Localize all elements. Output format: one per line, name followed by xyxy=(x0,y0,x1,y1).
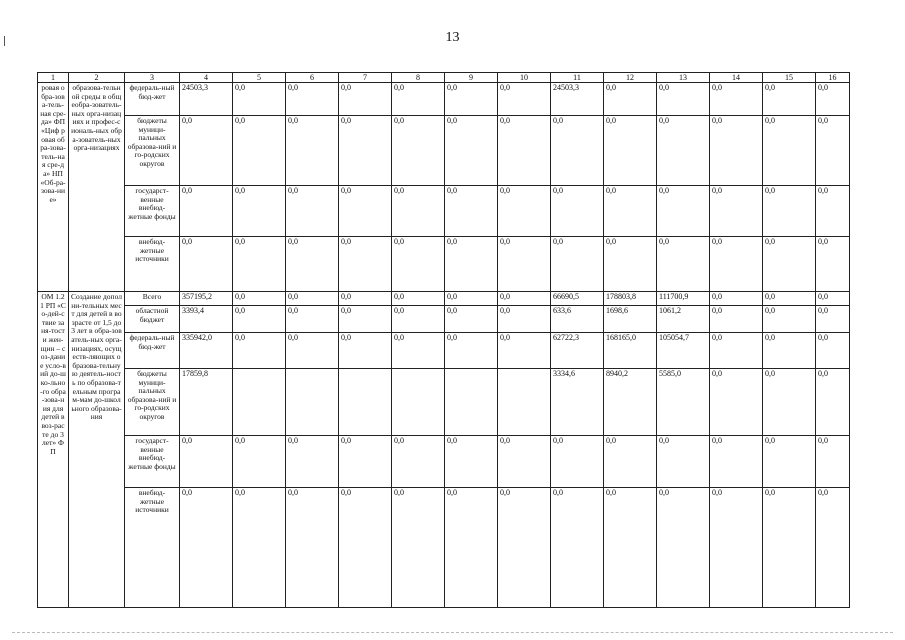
amount-cell: 0,0 xyxy=(339,306,392,333)
amount-cell: 357195,2 xyxy=(180,292,233,306)
amount-cell: 0,0 xyxy=(816,186,850,237)
table-row xyxy=(38,488,850,608)
funding-source-cell: федераль-ный бюд-жет xyxy=(125,83,180,116)
table-row xyxy=(38,186,850,237)
header-row xyxy=(38,73,850,83)
amount-cell: 0,0 xyxy=(816,306,850,333)
amount-cell: 0,0 xyxy=(710,436,763,488)
amount-cell: 0,0 xyxy=(657,436,710,488)
header-cell: 11 xyxy=(551,73,604,83)
amount-cell: 0,0 xyxy=(286,292,339,306)
amount-cell: 0,0 xyxy=(286,83,339,116)
amount-cell: 0,0 xyxy=(498,436,551,488)
amount-cell: 0,0 xyxy=(286,436,339,488)
amount-cell: 0,0 xyxy=(710,116,763,186)
amount-cell: 0,0 xyxy=(816,436,850,488)
amount-cell: 0,0 xyxy=(180,186,233,237)
amount-cell: 168165,0 xyxy=(604,333,657,369)
budget-table xyxy=(37,72,850,608)
amount-cell: 0,0 xyxy=(286,306,339,333)
amount-cell: 0,0 xyxy=(816,488,850,608)
amount-cell: 24503,3 xyxy=(180,83,233,116)
amount-cell: 0,0 xyxy=(339,116,392,186)
amount-cell: 5585,0 xyxy=(657,369,710,436)
header-cell: 15 xyxy=(763,73,816,83)
header-cell: 6 xyxy=(286,73,339,83)
header-cell: 14 xyxy=(710,73,763,83)
table-row xyxy=(38,83,850,116)
header-cell: 5 xyxy=(233,73,286,83)
amount-cell: 0,0 xyxy=(445,292,498,306)
funding-source-cell: областной бюджет xyxy=(125,306,180,333)
amount-cell: 0,0 xyxy=(498,186,551,237)
bottom-divider xyxy=(12,632,893,633)
amount-cell xyxy=(286,369,339,436)
amount-cell: 0,0 xyxy=(233,488,286,608)
amount-cell: 0,0 xyxy=(498,333,551,369)
amount-cell xyxy=(392,369,445,436)
amount-cell: 0,0 xyxy=(816,237,850,292)
amount-cell: 0,0 xyxy=(339,333,392,369)
amount-cell: 0,0 xyxy=(710,83,763,116)
amount-cell: 0,0 xyxy=(233,237,286,292)
amount-cell: 0,0 xyxy=(710,292,763,306)
amount-cell: 0,0 xyxy=(286,237,339,292)
amount-cell: 0,0 xyxy=(816,292,850,306)
amount-cell: 178803,8 xyxy=(604,292,657,306)
amount-cell: 0,0 xyxy=(286,488,339,608)
amount-cell: 0,0 xyxy=(710,488,763,608)
amount-cell: 0,0 xyxy=(498,306,551,333)
amount-cell: 0,0 xyxy=(445,488,498,608)
amount-cell: 0,0 xyxy=(392,333,445,369)
amount-cell: 0,0 xyxy=(657,116,710,186)
amount-cell: 0,0 xyxy=(498,237,551,292)
amount-cell: 1698,6 xyxy=(604,306,657,333)
amount-cell: 66690,5 xyxy=(551,292,604,306)
activity-name-cell: образова-тельной среды в общеобра-зователь-ных орга-низациях и профес-сиональ-ных обра-зователь-ных орга-низациях xyxy=(69,83,125,292)
header-cell: 12 xyxy=(604,73,657,83)
funding-source-cell: государст-венные внебюд-жетные фонды xyxy=(125,436,180,488)
amount-cell: 111700,9 xyxy=(657,292,710,306)
amount-cell: 335942,0 xyxy=(180,333,233,369)
funding-source-cell: федераль-ный бюд-жет xyxy=(125,333,180,369)
amount-cell: 0,0 xyxy=(392,292,445,306)
table-row xyxy=(38,306,850,333)
amount-cell: 0,0 xyxy=(657,237,710,292)
amount-cell: 0,0 xyxy=(710,306,763,333)
amount-cell: 0,0 xyxy=(233,436,286,488)
funding-source-cell: внебюд-жетные источники xyxy=(125,488,180,608)
page-number: 13 xyxy=(445,30,460,45)
amount-cell: 0,0 xyxy=(339,436,392,488)
amount-cell: 0,0 xyxy=(498,116,551,186)
amount-cell: 0,0 xyxy=(551,237,604,292)
amount-cell: 0,0 xyxy=(710,186,763,237)
amount-cell: 0,0 xyxy=(392,237,445,292)
amount-cell: 0,0 xyxy=(604,436,657,488)
amount-cell: 0,0 xyxy=(604,83,657,116)
table-row xyxy=(38,116,850,186)
amount-cell: 0,0 xyxy=(604,116,657,186)
amount-cell: 105054,7 xyxy=(657,333,710,369)
amount-cell: 0,0 xyxy=(816,333,850,369)
amount-cell xyxy=(339,369,392,436)
amount-cell: 3334,6 xyxy=(551,369,604,436)
amount-cell: 0,0 xyxy=(710,237,763,292)
amount-cell xyxy=(498,369,551,436)
amount-cell: 0,0 xyxy=(604,488,657,608)
table-row xyxy=(38,237,850,292)
amount-cell: 0,0 xyxy=(233,83,286,116)
amount-cell: 0,0 xyxy=(498,488,551,608)
amount-cell: 0,0 xyxy=(180,436,233,488)
header-cell: 3 xyxy=(125,73,180,83)
amount-cell xyxy=(445,369,498,436)
funding-source-cell: внебюд-жетные источники xyxy=(125,237,180,292)
amount-cell: 0,0 xyxy=(763,488,816,608)
funding-source-cell: государст-венные внебюд-жетные фонды xyxy=(125,186,180,237)
table-row xyxy=(38,369,850,436)
amount-cell: 0,0 xyxy=(763,83,816,116)
amount-cell: 0,0 xyxy=(233,186,286,237)
header-cell: 10 xyxy=(498,73,551,83)
amount-cell: 0,0 xyxy=(339,186,392,237)
amount-cell: 1061,2 xyxy=(657,306,710,333)
amount-cell: 0,0 xyxy=(445,333,498,369)
amount-cell: 24503,3 xyxy=(551,83,604,116)
amount-cell: 0,0 xyxy=(445,306,498,333)
amount-cell: 0,0 xyxy=(763,333,816,369)
table-body xyxy=(38,73,850,608)
header-cell: 9 xyxy=(445,73,498,83)
amount-cell: 0,0 xyxy=(180,488,233,608)
funding-source-cell: Всего xyxy=(125,292,180,306)
table-row xyxy=(38,436,850,488)
header-cell: 7 xyxy=(339,73,392,83)
amount-cell: 0,0 xyxy=(763,186,816,237)
amount-cell: 0,0 xyxy=(551,186,604,237)
amount-cell: 0,0 xyxy=(233,306,286,333)
amount-cell: 0,0 xyxy=(763,237,816,292)
amount-cell: 0,0 xyxy=(657,186,710,237)
amount-cell: 0,0 xyxy=(710,369,763,436)
amount-cell: 0,0 xyxy=(551,488,604,608)
header-cell: 2 xyxy=(69,73,125,83)
amount-cell: 0,0 xyxy=(392,83,445,116)
amount-cell: 0,0 xyxy=(392,186,445,237)
amount-cell: 0,0 xyxy=(763,116,816,186)
amount-cell: 633,6 xyxy=(551,306,604,333)
amount-cell: 0,0 xyxy=(763,436,816,488)
amount-cell xyxy=(233,369,286,436)
amount-cell: 0,0 xyxy=(392,488,445,608)
table-row xyxy=(38,292,850,306)
amount-cell: 0,0 xyxy=(286,186,339,237)
amount-cell: 0,0 xyxy=(763,292,816,306)
header-cell: 13 xyxy=(657,73,710,83)
amount-cell: 0,0 xyxy=(392,306,445,333)
amount-cell: 0,0 xyxy=(657,83,710,116)
amount-cell: 0,0 xyxy=(286,333,339,369)
amount-cell: 0,0 xyxy=(445,237,498,292)
amount-cell: 0,0 xyxy=(180,237,233,292)
amount-cell: 0,0 xyxy=(392,116,445,186)
header-cell: 1 xyxy=(38,73,69,83)
amount-cell: 0,0 xyxy=(604,186,657,237)
amount-cell: 0,0 xyxy=(816,116,850,186)
amount-cell: 0,0 xyxy=(339,292,392,306)
funding-source-cell: бюджеты муници-пальных образова-ний и го-родских округов xyxy=(125,369,180,436)
amount-cell: 0,0 xyxy=(392,436,445,488)
amount-cell: 0,0 xyxy=(445,436,498,488)
amount-cell: 0,0 xyxy=(763,369,816,436)
amount-cell: 0,0 xyxy=(710,333,763,369)
funding-source-cell: бюджеты муници-пальных образова-ний и го-родских округов xyxy=(125,116,180,186)
amount-cell: 0,0 xyxy=(286,116,339,186)
amount-cell: 0,0 xyxy=(233,116,286,186)
amount-cell: 0,0 xyxy=(816,369,850,436)
amount-cell: 0,0 xyxy=(551,436,604,488)
amount-cell: 0,0 xyxy=(339,488,392,608)
amount-cell: 0,0 xyxy=(445,116,498,186)
amount-cell: 3393,4 xyxy=(180,306,233,333)
amount-cell: 0,0 xyxy=(339,237,392,292)
activity-code-cell: ОМ 1.21 РП «Со-дей-ствие заня-тости жен-щин – соз-дание усло-вий до-шко-льно-го обра-зова-ния для детей в воз-расте до 3 лет» ФП xyxy=(38,292,69,608)
amount-cell: 17859,8 xyxy=(180,369,233,436)
amount-cell: 0,0 xyxy=(551,116,604,186)
activity-code-cell: ровая обра-зова-тель-ная сре-да» ФП «Циф ровая обра-зова-тель-ная сре-да» НП «Об-ра-зова-ние» xyxy=(38,83,69,292)
amount-cell: 0,0 xyxy=(498,83,551,116)
amount-cell: 0,0 xyxy=(498,292,551,306)
amount-cell: 0,0 xyxy=(604,237,657,292)
table-row xyxy=(38,333,850,369)
header-cell: 4 xyxy=(180,73,233,83)
amount-cell: 0,0 xyxy=(816,83,850,116)
amount-cell: 0,0 xyxy=(233,292,286,306)
activity-name-cell: Создание дополни-тельных мест для детей в возрасте от 1,5 до 3 лет в обра-зователь-ных орга-низациях, осуществ-ляющих образова-тельную деятель-ность по образова-тельным програм-мам до-школьного образова-ния xyxy=(69,292,125,608)
amount-cell: 0,0 xyxy=(445,83,498,116)
amount-cell: 8940,2 xyxy=(604,369,657,436)
header-cell: 8 xyxy=(392,73,445,83)
amount-cell: 0,0 xyxy=(763,306,816,333)
amount-cell: 0,0 xyxy=(180,116,233,186)
header-cell: 16 xyxy=(816,73,850,83)
amount-cell: 0,0 xyxy=(445,186,498,237)
amount-cell: 62722,3 xyxy=(551,333,604,369)
amount-cell: 0,0 xyxy=(657,488,710,608)
amount-cell: 0,0 xyxy=(233,333,286,369)
amount-cell: 0,0 xyxy=(339,83,392,116)
